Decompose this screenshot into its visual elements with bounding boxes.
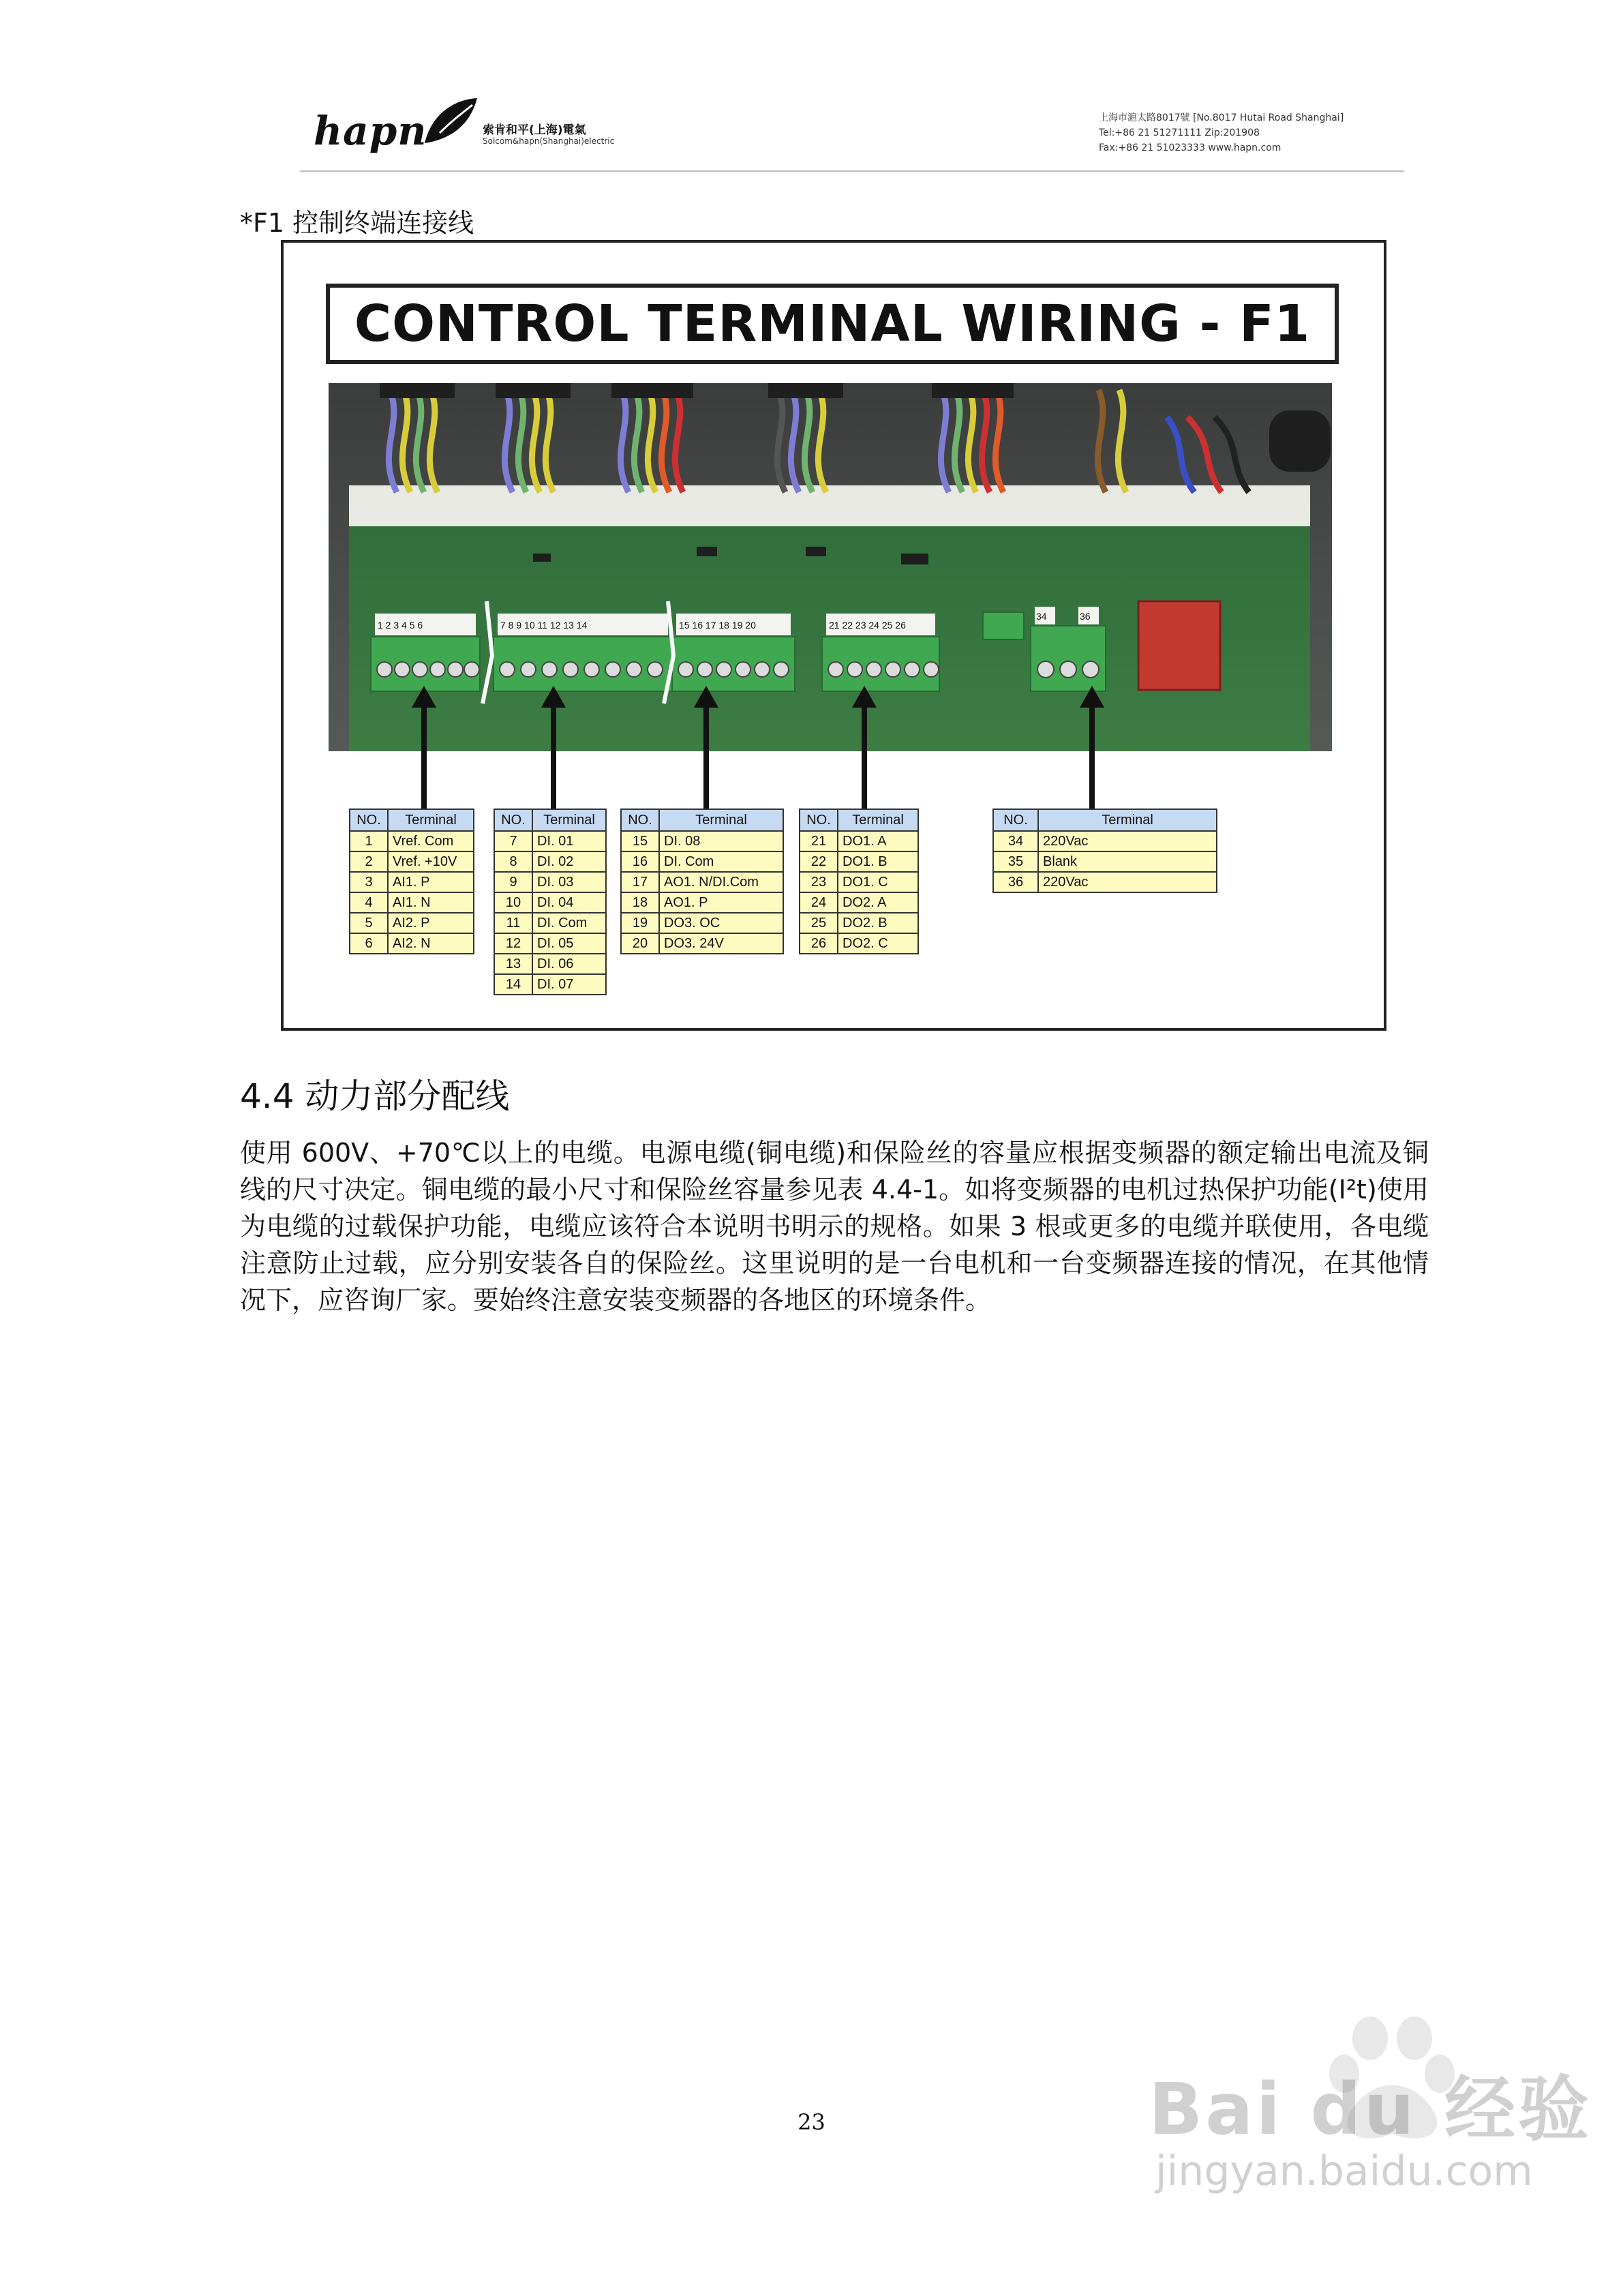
cell-terminal: DI. Com	[532, 913, 606, 933]
arrow-head-2	[541, 686, 566, 708]
cell-no: 1	[350, 831, 388, 851]
watermark-text: Bai du 经验	[1149, 2068, 1592, 2151]
table-row	[800, 913, 918, 933]
terminal-table-4	[799, 809, 919, 954]
leaf-logo-icon	[419, 95, 481, 150]
cell-terminal: Vref. Com	[388, 831, 474, 851]
board-label-34: 34	[1036, 611, 1047, 622]
table-row	[494, 974, 606, 995]
cell-no: 10	[494, 892, 532, 913]
cell-terminal: DO1. A	[838, 831, 918, 851]
cell-terminal: DO2. B	[838, 913, 918, 933]
cell-no: 21	[800, 831, 838, 851]
cell-no: 25	[800, 913, 838, 933]
board-label-7-14: 7 8 9 10 11 12 13 14	[500, 620, 588, 631]
table-header-terminal: Terminal	[838, 809, 918, 831]
table-row	[621, 913, 783, 933]
table-header-no: NO.	[494, 809, 532, 831]
cell-terminal: DI. 03	[532, 872, 606, 892]
cell-terminal: AO1. N/DI.Com	[659, 872, 783, 892]
page-header	[300, 95, 1404, 172]
cell-no: 4	[350, 892, 388, 913]
watermark-domain: jingyan.baidu.com	[1155, 2147, 1533, 2195]
terminal-table-3	[620, 809, 784, 954]
cell-no: 24	[800, 892, 838, 913]
control-board-photo	[329, 383, 1332, 751]
table-row	[494, 872, 606, 892]
board-label-1-6: 1 2 3 4 5 6	[378, 620, 423, 631]
board-label-15-20: 15 16 17 18 19 20	[679, 620, 756, 631]
page-number: 23	[798, 2109, 825, 2135]
cell-no: 9	[494, 872, 532, 892]
table-row	[494, 954, 606, 974]
cell-terminal: DI. 04	[532, 892, 606, 913]
cell-no: 5	[350, 913, 388, 933]
cell-terminal: DI. 01	[532, 831, 606, 851]
cell-no: 34	[993, 831, 1038, 851]
table-row	[621, 933, 783, 954]
table-row	[800, 933, 918, 954]
table-row	[350, 892, 474, 913]
cell-terminal: DO1. C	[838, 872, 918, 892]
cell-terminal: AI1. N	[388, 892, 474, 913]
arrow-group-4	[862, 702, 867, 809]
table-row	[494, 831, 606, 851]
table-header-terminal: Terminal	[532, 809, 606, 831]
cell-no: 11	[494, 913, 532, 933]
arrow-group-2	[551, 702, 556, 809]
table-row	[621, 851, 783, 872]
section-paragraph: 使用 600V、+70℃以上的电缆。电源电缆(铜电缆)和保险丝的容量应根据变频器的额定输出电流及铜线的尺寸决定。铜电缆的最小尺寸和保险丝容量参见表 4.4-1。如将变频器的电机过热保护功能(I²t)使用为电缆的过载保护功能，电缆应该符合本说明书明示的规格。如果 3 根或更多的电缆并联使用，各电缆注意防止过载，应分别安装各自的保险丝。这里说明的是一台电机和一台变频器连接的情况，在其他情况下，应咨询厂家。要始终注意安装变频器的各地区的环境条件。	[240, 1138, 1429, 1315]
table-row	[350, 851, 474, 872]
cell-terminal: DO3. OC	[659, 913, 783, 933]
cell-terminal: DI. 02	[532, 851, 606, 872]
table-row	[494, 892, 606, 913]
cell-no: 18	[621, 892, 659, 913]
cell-terminal: AO1. P	[659, 892, 783, 913]
table-header-no: NO.	[993, 809, 1038, 831]
cell-terminal: 220Vac	[1038, 872, 1217, 892]
arrow-group-5	[1089, 702, 1095, 809]
cell-no: 13	[494, 954, 532, 974]
table-row	[800, 831, 918, 851]
cell-no: 12	[494, 933, 532, 954]
table-header-no: NO.	[800, 809, 838, 831]
cell-no: 35	[993, 851, 1038, 872]
cell-terminal: Blank	[1038, 851, 1217, 872]
table-row	[993, 851, 1217, 872]
cell-no: 26	[800, 933, 838, 954]
cell-terminal: DI. 06	[532, 954, 606, 974]
fax-line: Fax:+86 21 51023333 www.hapn.com	[1099, 142, 1281, 153]
cell-terminal: DO2. C	[838, 933, 918, 954]
cell-terminal: AI2. P	[388, 913, 474, 933]
arrow-head-5	[1080, 686, 1104, 708]
cell-terminal: AI1. P	[388, 872, 474, 892]
cell-no: 14	[494, 974, 532, 995]
table-header-no: NO.	[350, 809, 388, 831]
cell-no: 17	[621, 872, 659, 892]
logo-text: hapn	[314, 108, 427, 154]
tel-line: Tel:+86 21 51271111 Zip:201908	[1099, 127, 1260, 138]
table-row	[350, 872, 474, 892]
table-row	[621, 892, 783, 913]
cell-terminal: DI. 07	[532, 974, 606, 995]
table-header-terminal: Terminal	[1038, 809, 1217, 831]
cell-no: 2	[350, 851, 388, 872]
table-row	[494, 851, 606, 872]
figure-caption: *F1 控制终端连接线	[240, 208, 474, 238]
address-line: 上海市滬太路8017號 [No.8017 Hutai Road Shanghai]	[1099, 112, 1344, 123]
table-row	[800, 892, 918, 913]
table-row	[350, 913, 474, 933]
company-name-en: Solcom&hapn(Shanghai)electric	[483, 136, 615, 146]
table-row	[621, 872, 783, 892]
cell-terminal: DO1. B	[838, 851, 918, 872]
cell-terminal: DI. 05	[532, 933, 606, 954]
cell-no: 8	[494, 851, 532, 872]
table-header-no: NO.	[621, 809, 659, 831]
cell-no: 20	[621, 933, 659, 954]
table-row	[993, 872, 1217, 892]
wiring-figure	[281, 240, 1386, 1031]
cell-terminal: AI2. N	[388, 933, 474, 954]
cell-no: 7	[494, 831, 532, 851]
section-heading: 4.4 动力部分配线	[240, 1076, 510, 1116]
cell-terminal: 220Vac	[1038, 831, 1217, 851]
cell-no: 15	[621, 831, 659, 851]
cell-terminal: DI. 08	[659, 831, 783, 851]
cell-terminal: DO3. 24V	[659, 933, 783, 954]
cell-no: 6	[350, 933, 388, 954]
cell-terminal: DO2. A	[838, 892, 918, 913]
cell-no: 23	[800, 872, 838, 892]
terminal-table-5	[992, 809, 1217, 893]
figure-title: CONTROL TERMINAL WIRING - F1	[354, 294, 1311, 353]
cell-no: 19	[621, 913, 659, 933]
table-row	[494, 933, 606, 954]
arrow-group-1	[421, 702, 427, 809]
cell-no: 36	[993, 872, 1038, 892]
table-row	[993, 831, 1217, 851]
terminal-table-1	[349, 809, 474, 954]
board-label-36: 36	[1080, 611, 1091, 622]
figure-title-box	[326, 284, 1339, 364]
arrow-head-3	[694, 686, 718, 708]
cell-no: 3	[350, 872, 388, 892]
arrow-head-4	[852, 686, 877, 708]
table-row	[621, 831, 783, 851]
cell-no: 16	[621, 851, 659, 872]
table-row	[800, 872, 918, 892]
cell-terminal: DI. Com	[659, 851, 783, 872]
terminal-table-2	[494, 809, 607, 995]
arrow-group-3	[703, 702, 709, 809]
table-row	[350, 933, 474, 954]
contact-block	[1099, 110, 1344, 155]
table-header-terminal: Terminal	[659, 809, 783, 831]
cell-no: 22	[800, 851, 838, 872]
company-name-cn: 索肯和平(上海)電氣	[483, 123, 586, 137]
table-row	[800, 851, 918, 872]
arrow-head-1	[412, 686, 436, 708]
table-row	[494, 913, 606, 933]
board-label-21-26: 21 22 23 24 25 26	[829, 620, 906, 631]
cell-terminal: Vref. +10V	[388, 851, 474, 872]
table-row	[350, 831, 474, 851]
table-header-terminal: Terminal	[388, 809, 474, 831]
